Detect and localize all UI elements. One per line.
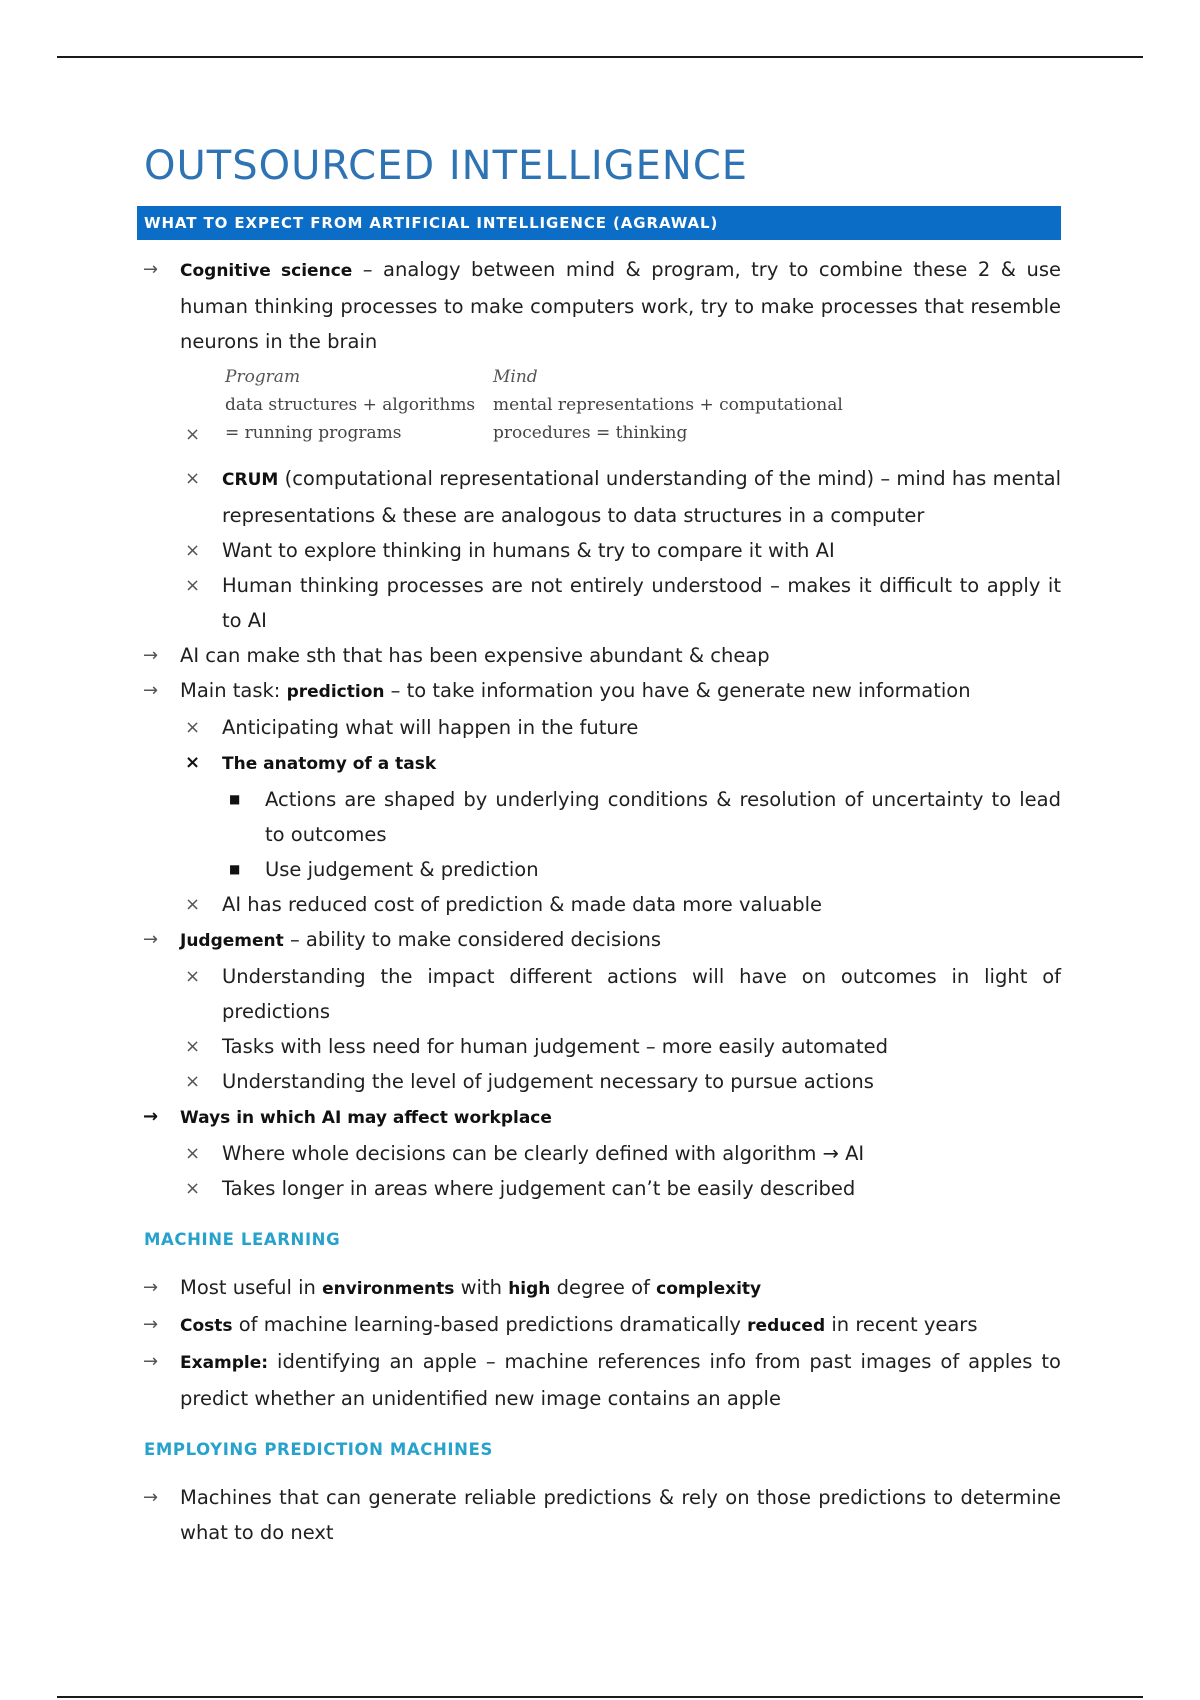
list-item-understanding-impact: × Understanding the impact different actions will have on outcomes in light of predictions [137,959,1061,1029]
list-item-costs: → Costs of machine learning-based predictions dramatically reduced in recent years [137,1307,1061,1344]
arrow-bullet-icon: → [143,929,159,950]
arrow-bullet-icon: → [143,680,159,701]
document-title: OUTSOURCED INTELLIGENCE [144,143,749,189]
list-item-human-thinking: × Human thinking processes are not entirely understood – makes it difficult to apply it to AI [137,568,1061,638]
list-item-whole-decisions: × Where whole decisions can be clearly defined with algorithm → AI [137,1136,1061,1171]
arrow-bullet-icon: → [143,259,159,280]
heading-employing-prediction-machines: EMPLOYING PREDICTION MACHINES [144,1440,493,1459]
figure-program-column: Program data structures + algorithms = running programs [225,367,476,443]
square-bullet-icon: ■ [229,792,241,806]
cross-bullet-icon: × [185,540,201,561]
list-item-main-task: → Main task: prediction – to take information you have & generate new information [137,673,1061,710]
cross-bullet-icon: × [185,1036,201,1057]
list-item-most-useful: → Most useful in environments with high degree of complexity [137,1270,1061,1307]
list-item-cognitive-science: → Cognitive science – analogy between mind & program, try to combine these 2 & use human thinking processes to make computers work, try to make processes that resemble neurons in the brain [137,252,1061,359]
cross-bullet-icon: × [185,966,201,987]
program-mind-figure-row [137,359,1061,461]
list-item-tasks: × Tasks with less need for human judgement – more easily automated [137,1029,1061,1064]
arrow-bullet-icon: → [143,645,159,666]
term-cognitive-science: Cognitive science [180,261,353,281]
arrow-bullet-icon: → [143,1106,159,1127]
list-item-cheap: → AI can make sth that has been expensive abundant & cheap [137,638,1061,673]
list-item-anatomy: × The anatomy of a task [137,745,1061,782]
cross-bullet-icon: × [185,717,201,738]
term-crum: CRUM [222,470,279,490]
document-body [137,140,1061,1550]
list-item-reduced-cost: × AI has reduced cost of prediction & made data more valuable [137,887,1061,922]
list-item-takes-longer: × Takes longer in areas where judgement can’t be easily described [137,1171,1061,1206]
cross-bullet-icon: × [185,468,201,489]
arrow-bullet-icon: → [143,1314,159,1335]
term-prediction: prediction [286,682,385,702]
heading-machine-learning: MACHINE LEARNING [144,1230,341,1249]
arrow-bullet-icon: → [143,1277,159,1298]
list-item-example: → Example: identifying an apple – machine references info from past images of apples to predict whether an unidentified new image contains an apple [137,1344,1061,1416]
list-item-anticipating: × Anticipating what will happen in the future [137,710,1061,745]
arrow-bullet-icon: → [143,1487,159,1508]
footer-rule [57,1696,1143,1698]
header-rule [57,56,1143,58]
list-item-explore: × Want to explore thinking in humans & try to compare it with AI [137,533,1061,568]
term-judgement: Judgement [180,931,284,951]
list-item-machines: → Machines that can generate reliable predictions & rely on those predictions to determine what to do next [137,1480,1061,1550]
cross-bullet-icon: × [185,752,201,773]
list-item-actions: ■ Actions are shaped by underlying conditions & resolution of uncertainty to lead to outcomes [137,782,1061,852]
square-bullet-icon: ■ [229,862,241,876]
list-item-ways: → Ways in which AI may affect workplace [137,1099,1061,1136]
cross-bullet-icon: × [185,894,201,915]
arrow-bullet-icon: → [143,1351,159,1372]
list-item-crum: × CRUM (computational representational understanding of the mind) – mind has mental representations & these are analogous to data structures in a computer [137,461,1061,533]
figure-mind-column: Mind mental representations + computational procedures = thinking [493,367,843,443]
cross-bullet-icon: × [185,1071,201,1092]
cross-bullet-icon: × [185,575,201,596]
cross-bullet-icon: × [185,1178,201,1199]
cross-bullet-icon: × [185,1143,201,1164]
cross-bullet-icon: × [185,424,201,445]
list-item-level: × Understanding the level of judgement necessary to pursue actions [137,1064,1061,1099]
list-item-use-judgement: ■ Use judgement & prediction [137,852,1061,887]
list-item-judgement: → Judgement – ability to make considered decisions [137,922,1061,959]
section-banner: WHAT TO EXPECT FROM ARTIFICIAL INTELLIGENCE (AGRAWAL) [137,206,1061,240]
